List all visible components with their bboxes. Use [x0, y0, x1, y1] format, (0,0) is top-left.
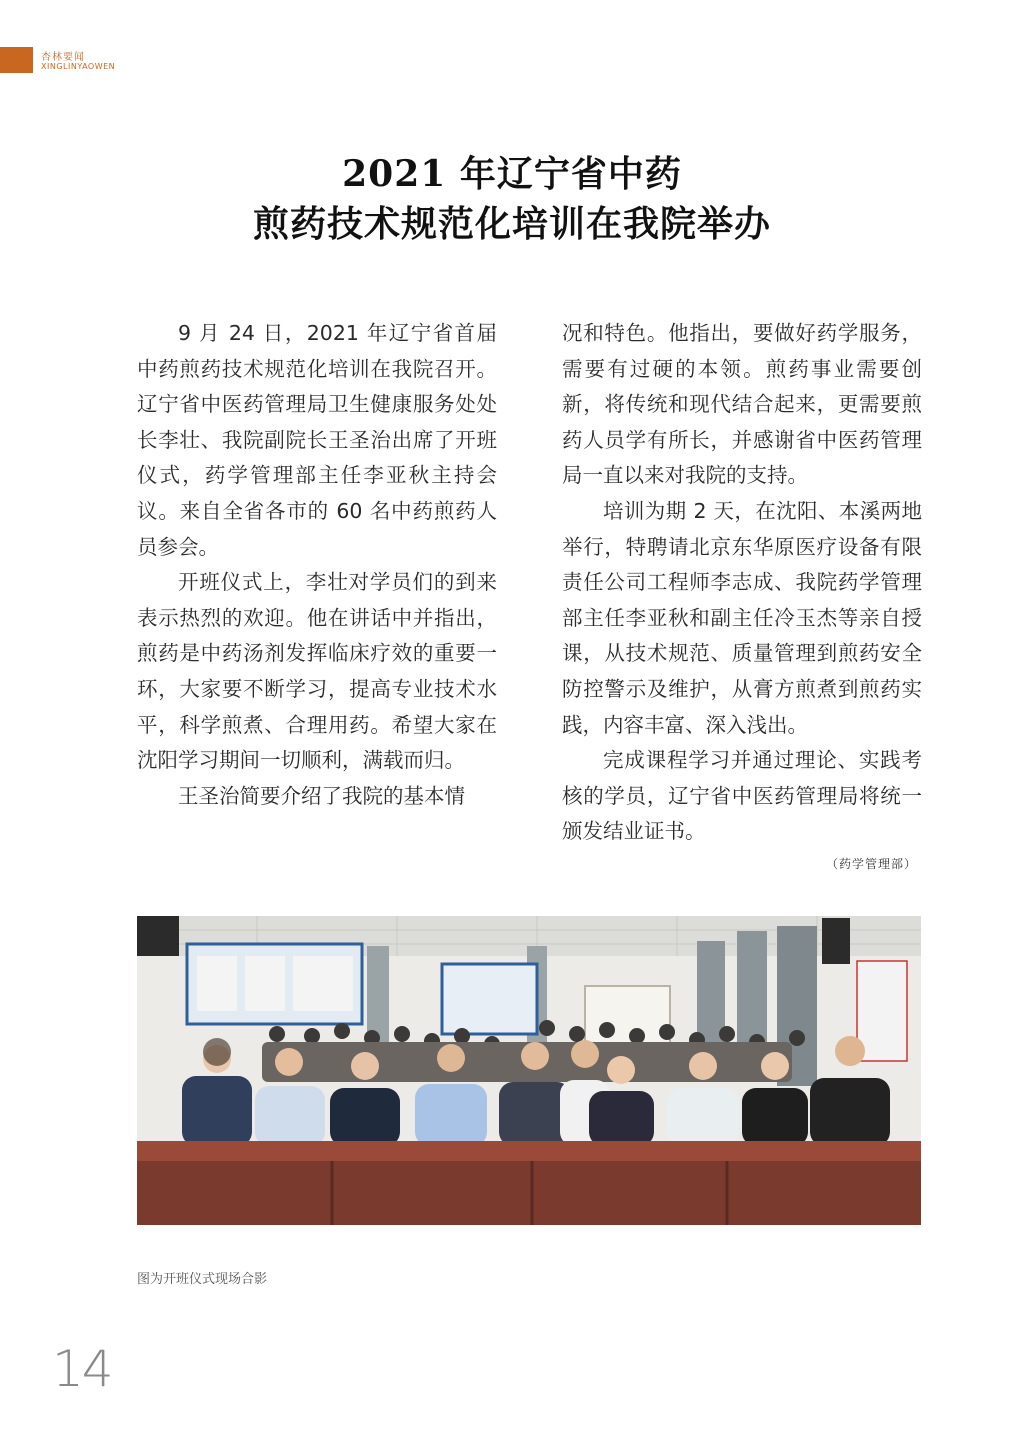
- article-right-column: [562, 316, 922, 850]
- section-title-pinyin: XINGLINYAOWEN: [41, 62, 116, 71]
- article-title-line2: 煎药技术规范化培训在我院举办: [252, 203, 771, 245]
- page-number: 14: [52, 1340, 112, 1398]
- paragraph: 王圣治简要介绍了我院的基本情: [178, 783, 465, 808]
- paragraph: 完成课程学习并通过理论、实践考核的学员，辽宁省中医药管理局将统一颁发结业证书。: [562, 748, 922, 844]
- paragraph: 开班仪式上，李壮对学员们的到来表示热烈的欢迎。他在讲话中并指出，煎药是中药汤剂发挥临床疗效的重要一环，大家要不断学习，提高专业技术水平，科学煎煮、合理用药。希望大家在沈阳学习期间一切顺利，满载而归。: [137, 570, 497, 773]
- paragraph: 培训为期 2 天，在沈阳、本溪两地举行，特聘请北京东华原医疗设备有限责任公司工程师李志成、我院药学管理部主任李亚秋和副主任冷玉杰等亲自授课，从技术规范、质量管理到煎药安全防控警示及维护，从膏方煎煮到煎药实践，内容丰富、深入浅出。: [562, 498, 922, 737]
- section-color-block: [0, 47, 33, 73]
- paragraph: 9 月 24 日，2021 年辽宁省首届中药煎药技术规范化培训在我院召开。辽宁省中医药管理局卫生健康服务处处长李壮、我院副院长王圣治出席了开班仪式，药学管理部主任李亚秋主持会议。来自全省各市的 60 名中药煎药人员参会。: [137, 321, 497, 559]
- article-byline: （药学管理部）: [825, 857, 917, 871]
- article-left-column: [137, 316, 497, 814]
- article-title-line1: 2021 年辽宁省中药: [342, 153, 682, 195]
- section-title: 杏林要闻: [41, 52, 85, 63]
- group-photo: [137, 916, 921, 1225]
- paragraph-continued: 况和特色。他指出，要做好药学服务，需要有过硬的本领。煎药事业需要创新，将传统和现代结合起来，更需要煎药人员学有所长，并感谢省中医药管理局一直以来对我院的支持。: [562, 321, 922, 488]
- photo-caption: 图为开班仪式现场合影: [137, 1272, 268, 1287]
- group-photo-illustration: [137, 916, 921, 1225]
